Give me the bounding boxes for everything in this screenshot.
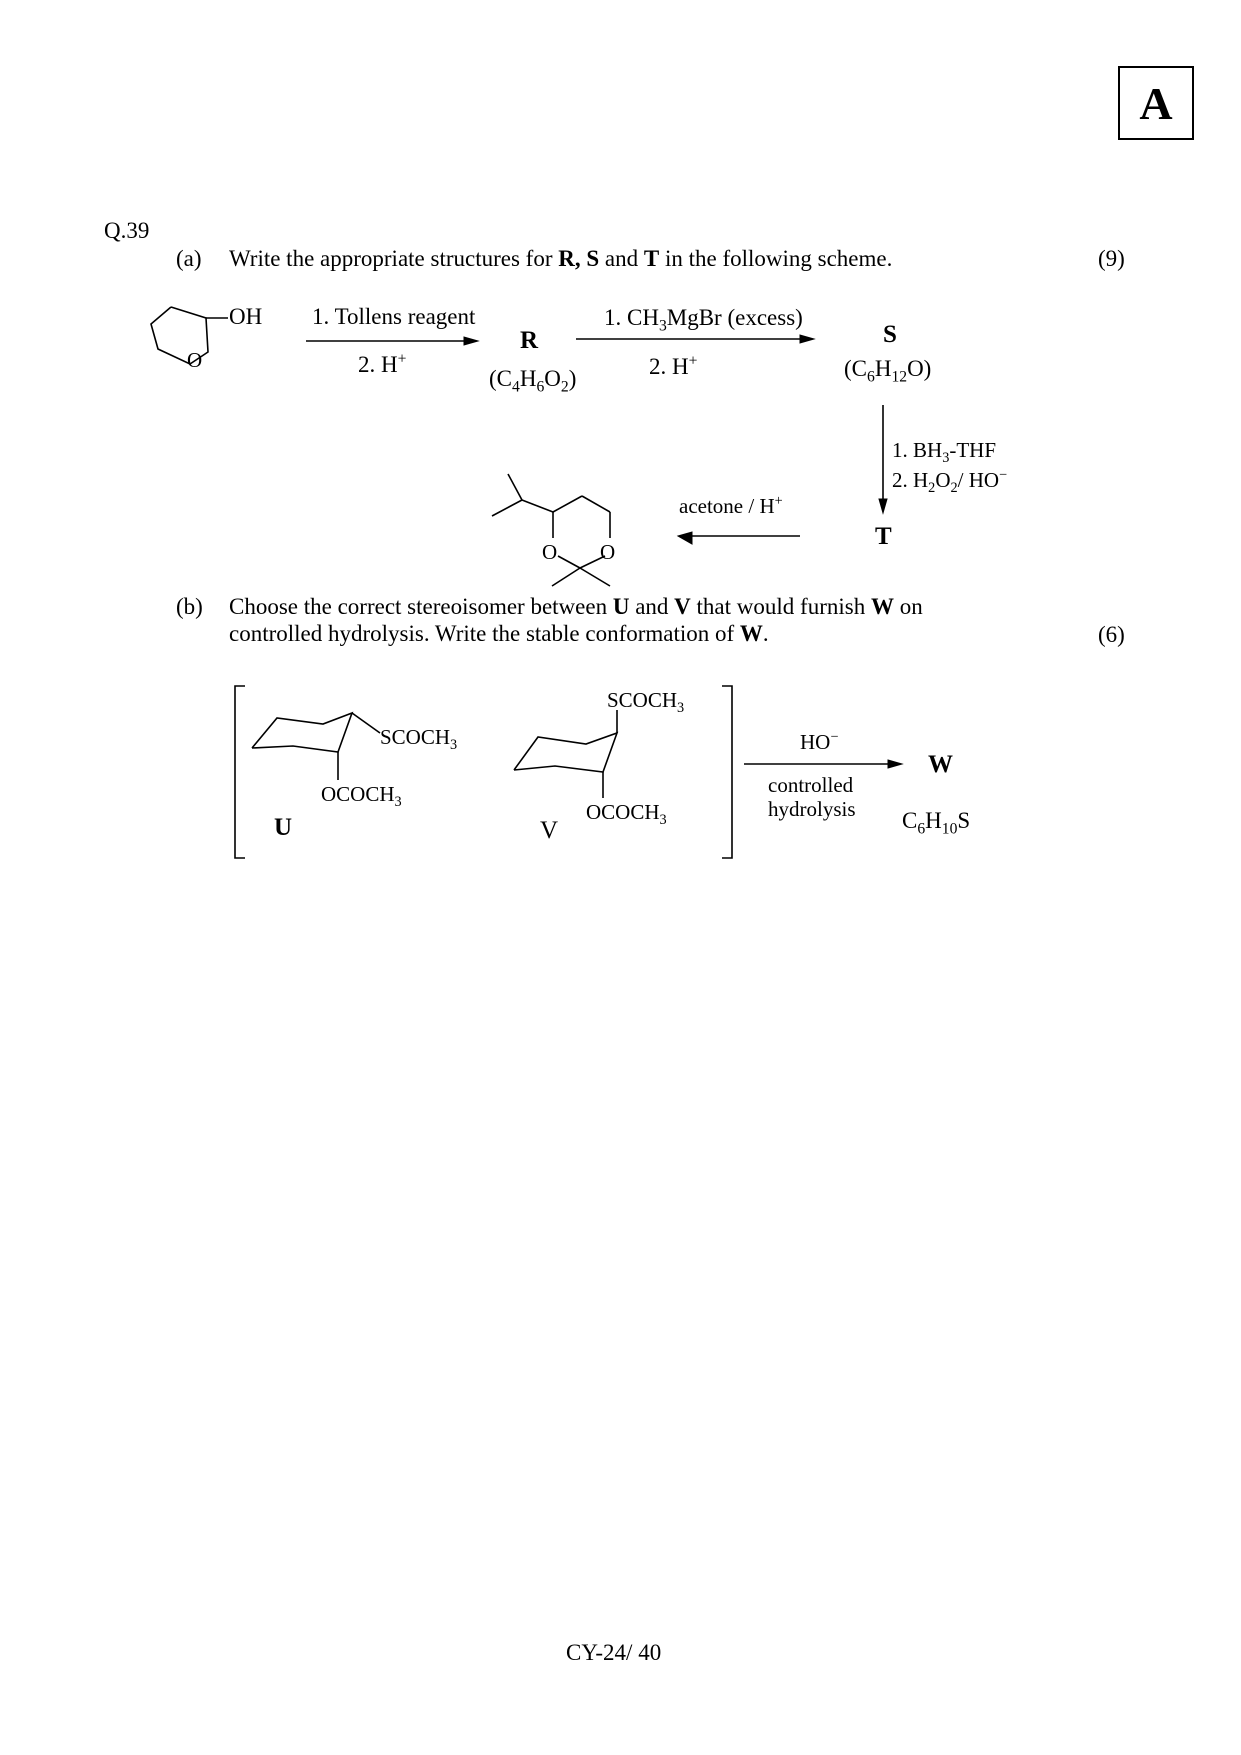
- step2-reagent-bottom: 2. H+: [649, 352, 698, 379]
- start-oh-label: OH: [229, 304, 263, 329]
- hydrolysis-condition-line1: controlled: [768, 773, 854, 797]
- question-number: Q.39: [104, 218, 150, 243]
- compound-w-label: W: [928, 751, 953, 778]
- part-a-text: Write the appropriate structures for R, S and T in the following scheme.: [229, 246, 893, 271]
- part-a-marks: (9): [1098, 246, 1125, 271]
- isomer-v-label: V: [540, 817, 559, 844]
- compound-w-formula: $C_6H_{10}S$: [902, 808, 971, 838]
- step3-reagent-line1: 1. $BH_3$-THF: [892, 438, 996, 467]
- arrow-step-3: [879, 405, 887, 513]
- isomer-u-structure: [252, 713, 380, 780]
- isomer-v-structure: [514, 710, 617, 798]
- page-footer: CY-24/ 40: [566, 1640, 662, 1665]
- compound-r-label: R: [520, 327, 539, 354]
- step1-reagent-top: 1. Tollens reagent: [312, 304, 476, 329]
- compound-s-label: S: [883, 321, 897, 348]
- hydrolysis-condition-line2: hydrolysis: [768, 797, 856, 821]
- u-ococh3-label: $OCOCH_3$: [321, 782, 402, 811]
- compound-s-formula: $(C_6H_{12}O)$: [844, 356, 932, 386]
- start-ring-oxygen: O: [187, 348, 203, 372]
- version-label: A: [1139, 77, 1173, 129]
- part-b-text-line2: controlled hydrolysis. Write the stable conformation of W.: [229, 621, 769, 646]
- part-b-text-line1: Choose the correct stereoisomer between U and V that would furnish W on: [229, 594, 923, 619]
- step2-reagent-top: 1. $CH_3MgBr$ (excess): [604, 305, 803, 335]
- v-scoch3-label: $SCOCH_3$: [607, 688, 685, 717]
- step4-reagent: acetone / H+: [679, 493, 783, 518]
- arrow-step-2: [576, 335, 814, 343]
- step3-reagent-line2: 2. $H_2O_2/$ HO−: [892, 467, 1008, 497]
- isomer-u-label: U: [274, 814, 293, 841]
- step1-reagent-bottom: 2. H+: [358, 350, 407, 377]
- compound-t-label: T: [875, 523, 892, 550]
- part-a-label: (a): [176, 246, 202, 271]
- arrow-hydrolysis: [744, 760, 902, 768]
- arrow-step-4: [678, 532, 800, 544]
- part-b-marks: (6): [1098, 622, 1125, 647]
- dioxane-oxygen-right: O: [600, 540, 616, 564]
- dioxane-product-structure: [492, 474, 610, 586]
- hydrolysis-reagent: HO−: [800, 729, 839, 754]
- dioxane-oxygen-left: O: [542, 540, 558, 564]
- arrow-step-1: [306, 337, 478, 345]
- compound-r-formula: $(C_4H_6O_2)$: [489, 366, 577, 396]
- v-ococh3-label: $OCOCH_3$: [586, 800, 667, 829]
- part-b-label: (b): [176, 594, 203, 619]
- u-scoch3-label: $SCOCH_3$: [380, 725, 458, 754]
